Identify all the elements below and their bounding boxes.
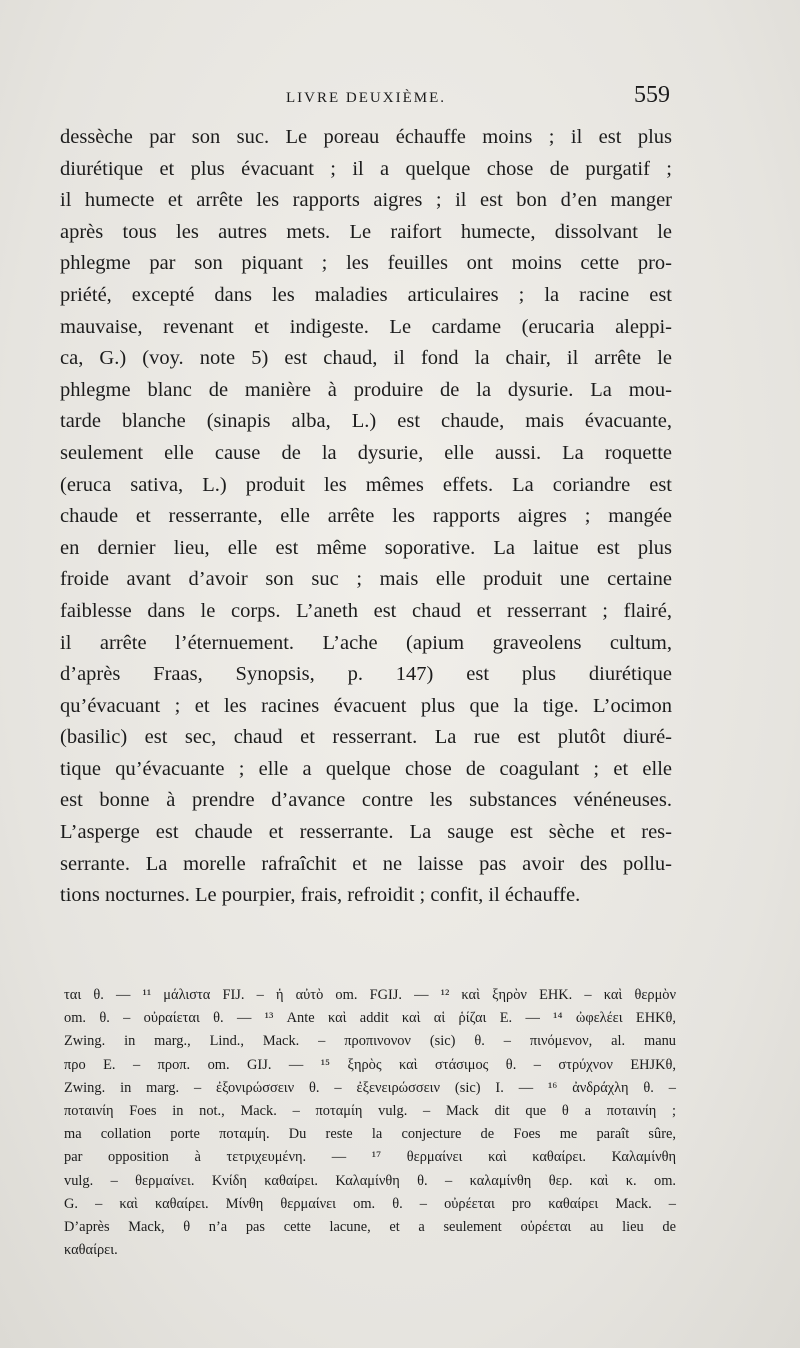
running-title: LIVRE DEUXIÈME. [286,90,446,106]
text-line: d’après Fraas, Synopsis, p. 147) est plus diurétique [60,663,672,686]
text-line: serrante. La morelle rafraîchit et ne laisse pas avoir des pollu- [60,852,672,875]
text-line: (eruca sativa, L.) produit les mêmes effets. La coriandre est [60,473,672,496]
text-line: il humecte et arrête les rapports aigres ; il est bon d’en manger [60,189,672,212]
footnote-line: ποταινίη Foes in not., Mack. – ποταμίη vulg. – Mack dit que θ a ποταινίη ; [64,1102,676,1119]
text-line: mauvaise, revenant et indigeste. Le cardame (erucaria aleppi- [60,315,672,338]
text-line: qu’évacuant ; et les racines évacuent plus que la tige. L’ocimon [60,694,672,717]
footnote-line: G. – καὶ καθαίρει. Μίνθη θερμαίνει om. θ. – οὐρέεται pro καθαίρει Mack. – [64,1195,676,1212]
footnote-line: Zwing. in marg., Lind., Mack. – προπινονον (sic) θ. – πινόμενον, al. manu [64,1033,676,1050]
text-line: phlegme blanc de manière à produire de la dysurie. La mou- [60,378,672,401]
text-line: est bonne à prendre d’avance contre les substances vénéneuses. [60,789,672,812]
text-line: (basilic) est sec, chaud et resserrant. La rue est plutôt diuré- [60,726,672,749]
text-line: après tous les autres mets. Le raifort humecte, dissolvant le [60,220,672,243]
footnote-line: ma collation porte ποταμίη. Du reste la conjecture de Foes me paraît sûre, [64,1126,676,1143]
main-text [60,122,672,912]
text-line: chaude et resserrante, elle arrête les rapports aigres ; mangée [60,505,672,528]
text-line: priété, excepté dans les maladies articulaires ; la racine est [60,283,672,306]
text-line: dessèche par son suc. Le poreau échauffe moins ; il est plus [60,126,672,148]
text-line: L’asperge est chaude et resserrante. La sauge est sèche et res- [60,821,672,844]
text-line: diurétique et plus évacuant ; il a quelque chose de purgatif ; [60,157,672,180]
text-line: phlegme par son piquant ; les feuilles ont moins cette pro- [60,252,672,275]
page-header [60,82,672,118]
footnote-line: καθαίρει. [64,1242,118,1259]
footnote-line: om. θ. – οὐραίεται θ. — ¹³ Ante καὶ addit καὶ αἱ ῥίζαι E. — ¹⁴ ὠφελέει EHKθ, [64,1010,676,1027]
text-line: seulement elle cause de la dysurie, elle aussi. La roquette [60,441,672,464]
text-line: faiblesse dans le corps. L’aneth est chaud et resserrant ; flairé, [60,599,672,622]
text-line: tions nocturnes. Le pourpier, frais, refroidit ; confit, il échauffe. [60,884,581,907]
footnote-line: Zwing. in marg. – ἐξονιρώσσειν θ. – ἐξενειρώσσειν (sic) I. — ¹⁶ ἀνδράχλη θ. – [64,1079,676,1096]
text-line: ca, G.) (voy. note 5) est chaud, il fond la chair, il arrête le [60,347,672,370]
text-line: tarde blanche (sinapis alba, L.) est chaude, mais évacuante, [60,410,672,433]
footnote-line: par opposition à τετριχευμένη. — ¹⁷ θερμαίνει καὶ καθαίρει. Καλαμίνθη [64,1149,676,1166]
page-number: 559 [634,82,670,108]
text-line: froide avant d’avoir son suc ; mais elle produit une certaine [60,568,672,591]
footnote-line: ται θ. — ¹¹ μάλιστα FIJ. – ἡ αὐτὸ om. FGIJ. — ¹² καὶ ξηρὸν EHK. – καὶ θερμὸν [64,987,676,1003]
text-line: en dernier lieu, elle est même soporative. La laitue est plus [60,536,672,559]
footnote-line: D’après Mack, θ n’a pas cette lacune, et a seulement οὐρέεται au lieu de [64,1218,676,1235]
footnote-line: προ E. – προπ. om. GIJ. — ¹⁵ ξηρὸς καὶ στάσιμος θ. – στρύχνον EHJKθ, [64,1056,676,1073]
footnotes [64,984,676,1262]
text-line: il arrête l’éternuement. L’ache (apium graveolens cultum, [60,631,672,654]
text-line: tique qu’évacuante ; elle a quelque chose de coagulant ; et elle [60,757,672,780]
footnote-line: vulg. – θερμαίνει. Κνίδη καθαίρει. Καλαμίνθη θ. – καλαμίνθη θερ. καὶ κ. om. [64,1172,676,1189]
